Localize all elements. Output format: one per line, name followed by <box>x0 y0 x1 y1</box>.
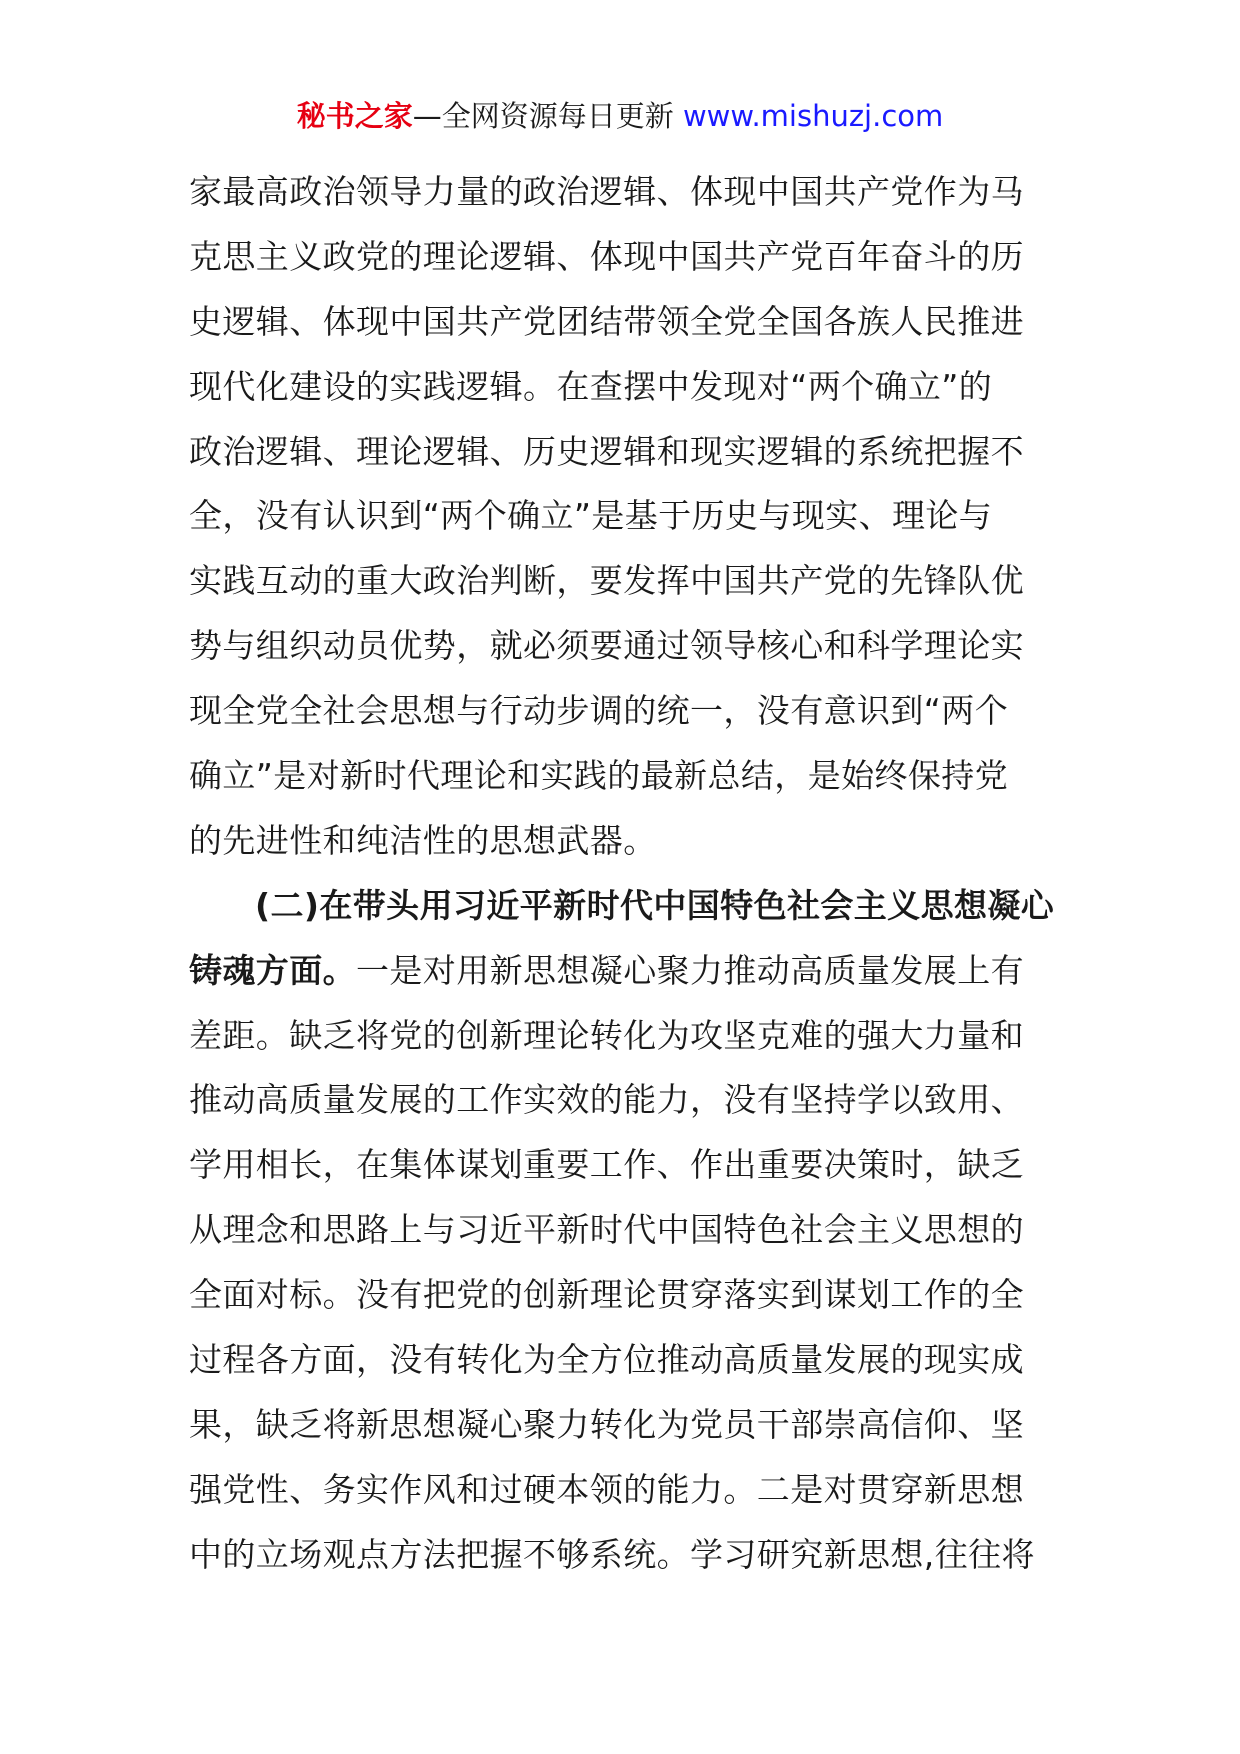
text-line: 学用相长，在集体谋划重要工作、作出重要决策时，缺乏 <box>189 1145 1024 1185</box>
text-line: 差距。缺乏将党的创新理论转化为攻坚克难的强大力量和 <box>189 1015 1024 1055</box>
text-line: 政治逻辑、理论逻辑、历史逻辑和现实逻辑的系统把握不 <box>189 431 1024 471</box>
text-line: 势与组织动员优势，就必须要通过领导核心和科学理论实 <box>189 626 1024 666</box>
text-line: 全面对标。没有把党的创新理论贯穿落实到谋划工作的全 <box>189 1275 1024 1315</box>
text-line: 现全党全社会思想与行动步调的统一，没有意识到“两个 <box>189 691 1009 731</box>
text-line: 实践互动的重大政治判断，要发挥中国共产党的先锋队优 <box>189 561 1024 601</box>
text-line: 过程各方面，没有转化为全方位推动高质量发展的现实成 <box>189 1340 1024 1380</box>
text-line: 从理念和思路上与习近平新时代中国特色社会主义思想的 <box>189 1210 1024 1250</box>
document-body <box>189 160 1061 1588</box>
site-brand: 秘书之家 <box>296 99 413 133</box>
page-header <box>0 96 1240 136</box>
section-heading: (二)在带头用习近平新时代中国特色社会主义思想凝心 <box>255 885 1055 925</box>
text-line: 推动高质量发展的工作实效的能力，没有坚持学以致用、 <box>189 1080 1024 1120</box>
text-line: 克思主义政党的理论逻辑、体现中国共产党百年奋斗的历 <box>189 236 1024 276</box>
text-line: 果，缺乏将新思想凝心聚力转化为党员干部崇高信仰、坚 <box>189 1404 1024 1444</box>
text-line: 中的立场观点方法把握不够系统。学习研究新思想,往往将 <box>189 1534 1035 1574</box>
text-line: 现代化建设的实践逻辑。在查摆中发现对“两个确立”的 <box>189 366 993 406</box>
text-line: 的先进性和纯洁性的思想武器。 <box>189 820 657 860</box>
paragraph-start: 一是对用新思想凝心聚力推动高质量发展上有 <box>356 950 1024 990</box>
section-heading-tail: 铸魂方面。 <box>189 950 356 990</box>
text-line: 确立”是对新时代理论和实践的最新总结，是始终保持党 <box>189 756 1009 796</box>
site-url[interactable]: www.mishuzj.com <box>682 99 944 133</box>
site-slogan: —全网资源每日更新 <box>412 99 674 133</box>
text-line: 强党性、务实作风和过硬本领的能力。二是对贯穿新思想 <box>189 1469 1024 1509</box>
section-heading-continuation <box>189 939 1061 1004</box>
text-line: 家最高政治领导力量的政治逻辑、体现中国共产党作为马 <box>189 172 1024 211</box>
text-line: 史逻辑、体现中国共产党团结带领全党全国各族人民推进 <box>189 301 1024 341</box>
text-line: 全，没有认识到“两个确立”是基于历史与现实、理论与 <box>189 496 993 536</box>
